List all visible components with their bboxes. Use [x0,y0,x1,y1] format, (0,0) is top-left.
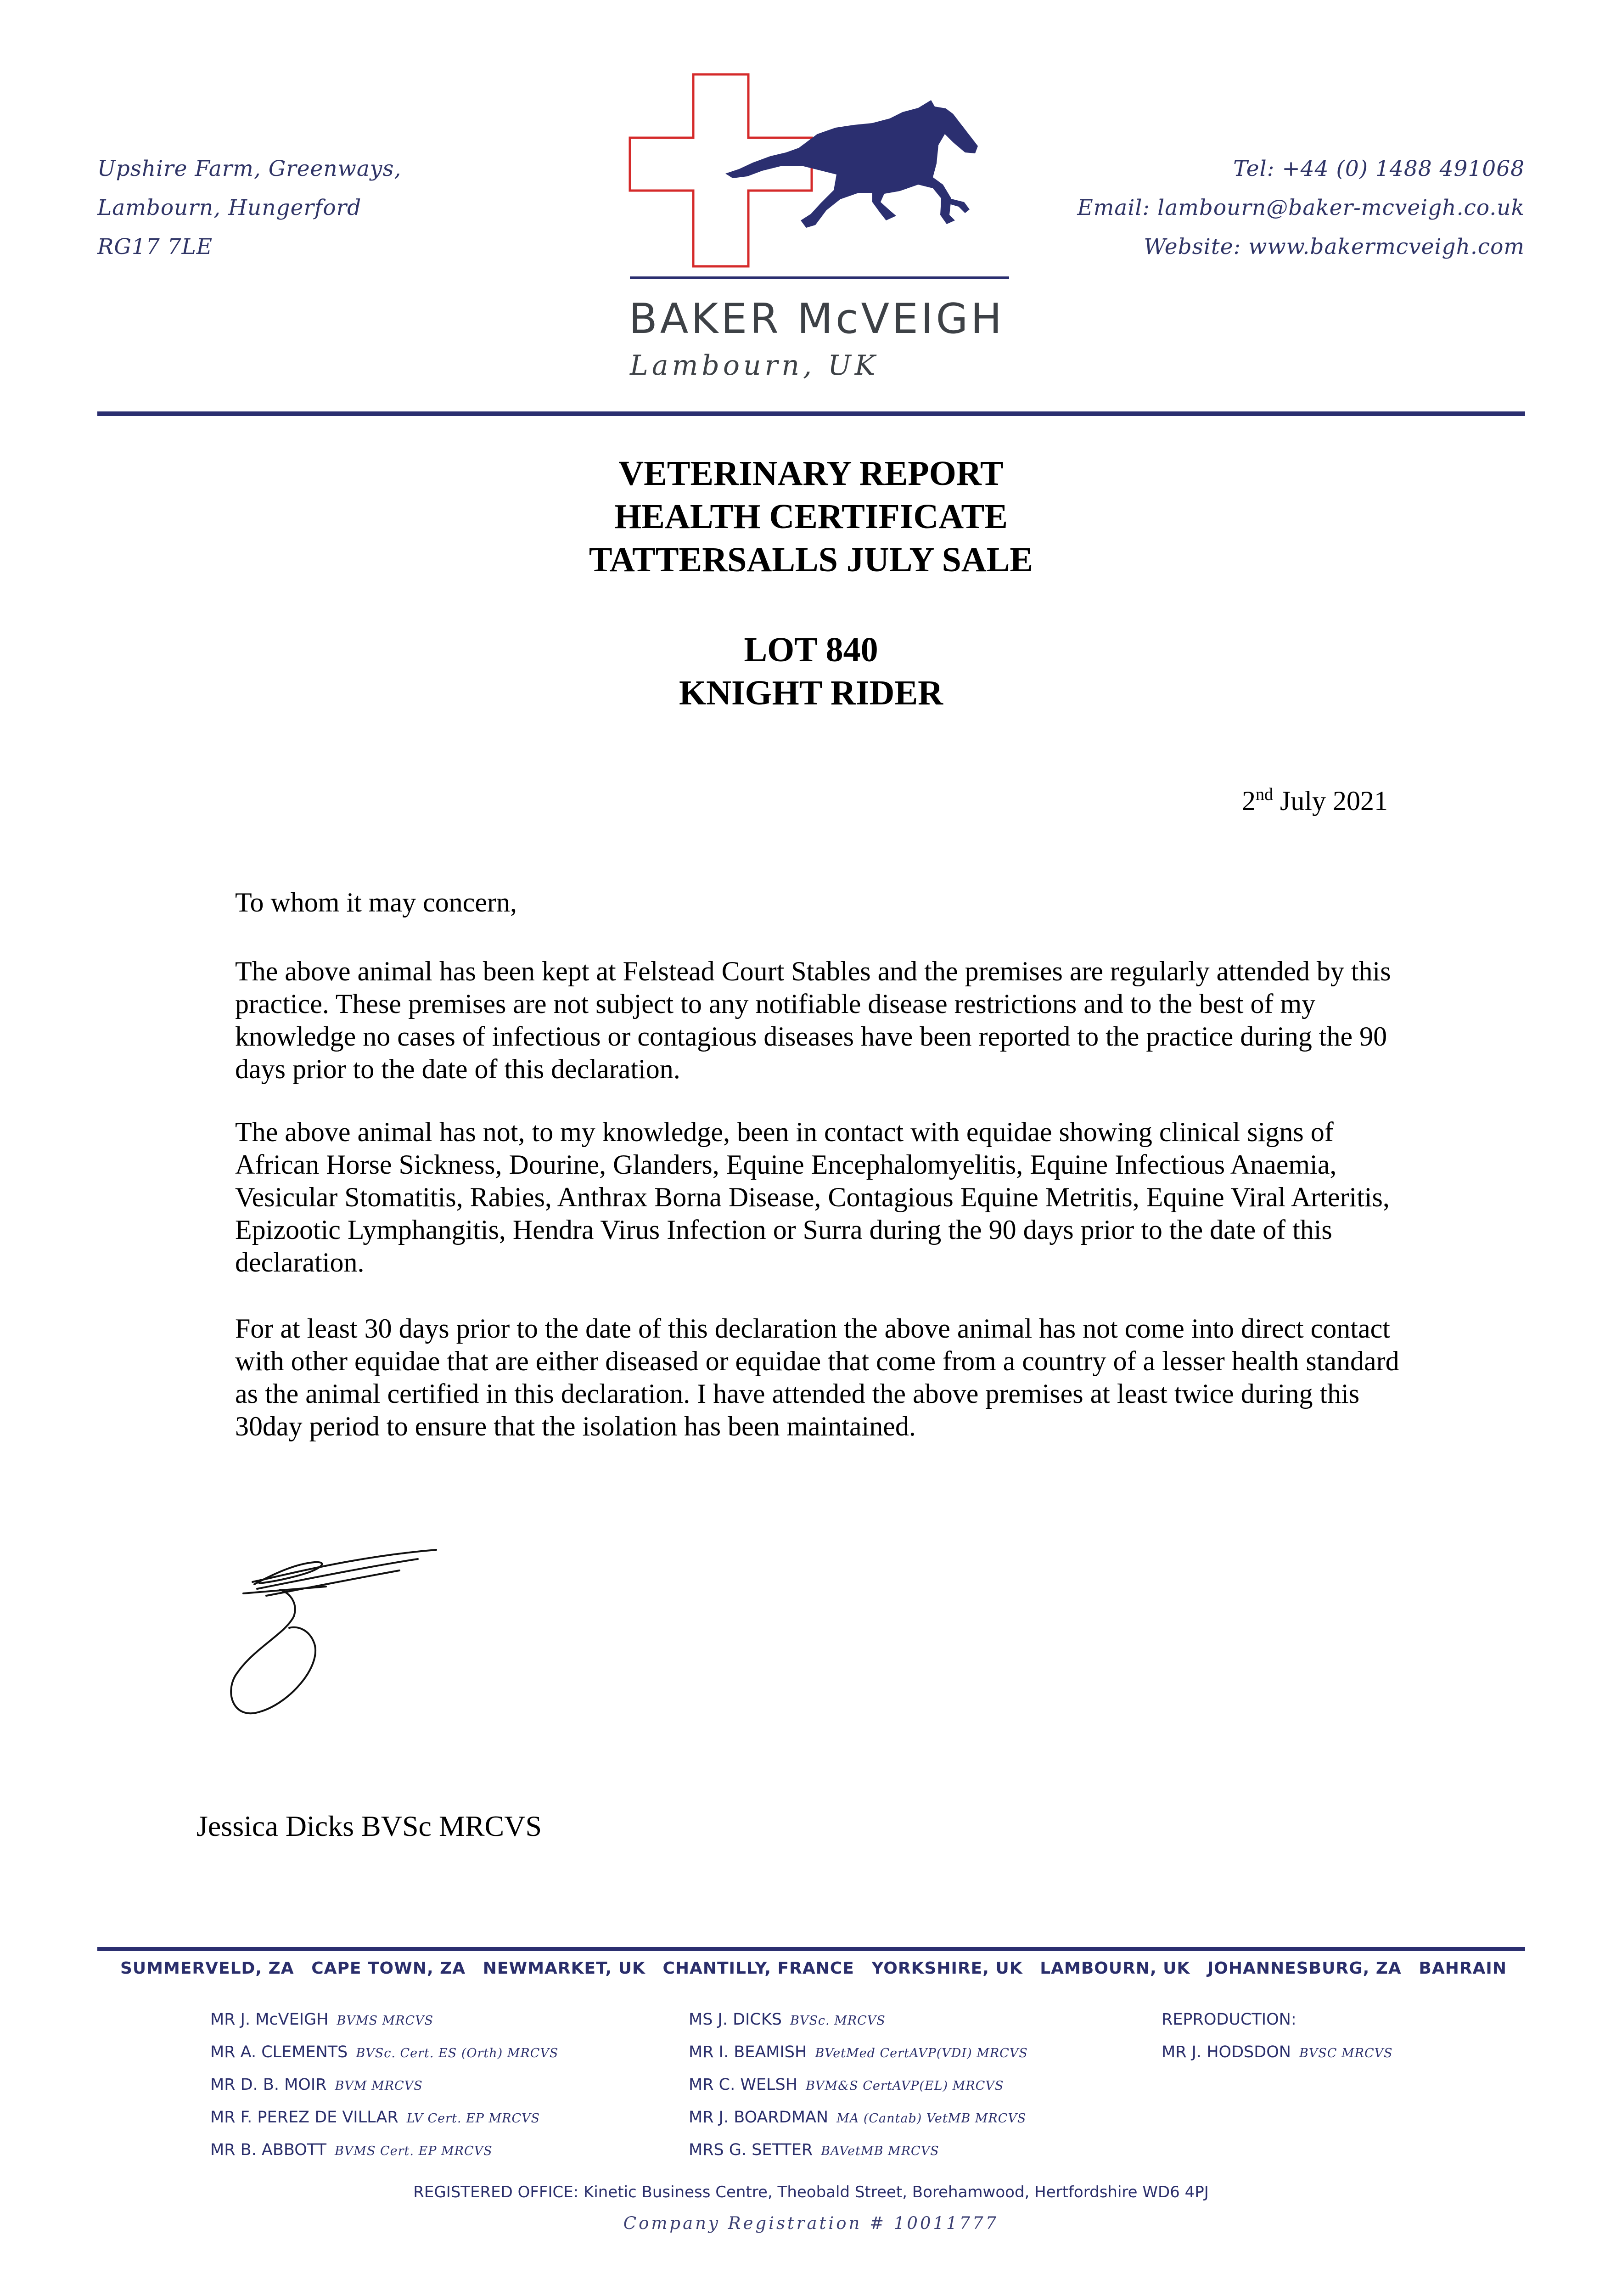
staff-name: MR J. HODSDON [1162,2043,1291,2061]
staff-list [689,2010,1028,2173]
letter-date [1242,785,1388,817]
staff-name: MS J. DICKS [689,2010,782,2029]
staff-qualification: BVM MRCVS [335,2079,423,2093]
date-month-year: July 2021 [1273,786,1388,816]
telephone: Tel: +44 (0) 1488 491068 [1233,156,1525,181]
staff-name: MR C. WELSH [689,2076,798,2094]
email: Email: lambourn@baker-mcveigh.co.uk [1077,195,1525,220]
body-paragraph: The above animal has been kept at Felstead Court Stables and the premises are regularly attended by this practice. These premises are not subject to any notifiable disease restrictions and to the best of my knowledge no cases of infectious or contagious diseases have been reported to the practice during the 90 days prior to the date of this declaration. [235,956,1391,1084]
office-item: BAHRAIN [1419,1959,1507,1978]
staff-qualification: MA (Cantab) VetMB MRCVS [836,2111,1027,2126]
address-line: RG17 7LE [97,234,213,259]
office-item: CHANTILLY, FRANCE [662,1959,854,1978]
logo-rule [630,276,1009,279]
salutation: To whom it may concern, [235,887,517,917]
registered-office: REGISTERED OFFICE: Kinetic Business Centre, Theobald Street, Borehamwood, Hertfordshire WD6 4PJ [413,2183,1209,2201]
lot-details [0,628,1622,715]
staff-name: MR I. BEAMISH [689,2043,807,2061]
address-line: Upshire Farm, Greenways, [97,156,402,181]
staff-name: MR B. ABBOTT [210,2141,326,2159]
staff-qualification: BVSC MRCVS [1299,2046,1393,2060]
reproduction-heading: REPRODUCTION: [1162,2010,1296,2029]
staff-row [689,2108,1028,2141]
staff-name: MR A. CLEMENTS [210,2043,348,2061]
staff-qualification: BVMS MRCVS [337,2014,434,2028]
staff-name: MR J. BOARDMAN [689,2108,829,2127]
date-suffix: nd [1255,785,1273,804]
reproduction-staff [1162,2010,1393,2076]
title-line: TATTERSALLS JULY SALE [589,540,1033,579]
staff-qualification: BVM&S CertAVP(EL) MRCVS [806,2079,1004,2093]
staff-row [689,2141,1028,2173]
staff-name: MR J. McVEIGH [210,2010,329,2029]
office-item: JOHANNESBURG, ZA [1207,1959,1402,1978]
office-item: LAMBOURN, UK [1040,1959,1190,1978]
staff-name: MRS G. SETTER [689,2141,813,2159]
lot-number: LOT 840 [744,630,878,669]
title-line: VETERINARY REPORT [618,454,1004,493]
office-item: YORKSHIRE, UK [871,1959,1023,1978]
staff-row [210,2043,558,2076]
signatory-name: Jessica Dicks BVSc MRCVS [196,1810,542,1842]
staff-qualification: BVetMed CertAVP(VDI) MRCVS [815,2046,1028,2060]
brand-name: BAKER McVEIGH [629,295,1005,343]
staff-row [210,2141,558,2173]
staff-name: MR D. B. MOIR [210,2076,327,2094]
date-day: 2 [1241,786,1256,816]
title-line: HEALTH CERTIFICATE [614,497,1008,536]
galloping-horse-icon [725,100,978,228]
staff-row [210,2010,558,2043]
office-locations [120,1959,1507,1978]
horse-name: KNIGHT RIDER [679,674,943,712]
address-line: Lambourn, Hungerford [97,195,362,220]
brand-location: Lambourn, UK [630,349,879,382]
staff-row [689,2043,1028,2076]
staff-name: MR F. PEREZ DE VILLAR [210,2108,398,2127]
staff-qualification: BVMS Cert. EP MRCVS [334,2144,493,2158]
baker-mcveigh-logo [624,64,1015,395]
body-paragraph: For at least 30 days prior to the date of this declaration the above animal has not come into direct contact with other equidae that are either diseased or equidae that come from a country of a lesser health standard as the animal certified in this declaration. I have attended the above premises at least twice during this 30day period to ensure that the isolation has been maintained. [235,1313,1399,1441]
practice-address [97,149,401,266]
company-registration: Company Registration # 10011777 [623,2213,999,2233]
red-cross-icon [630,74,812,266]
handwritten-signature [216,1538,455,1731]
office-item: NEWMARKET, UK [483,1959,645,1978]
staff-row [1162,2043,1393,2076]
staff-row [210,2108,558,2141]
office-item: SUMMERVELD, ZA [120,1959,294,1978]
staff-qualification: BAVetMB MRCVS [821,2144,939,2158]
office-item: CAPE TOWN, ZA [311,1959,466,1978]
header-divider [97,411,1525,416]
staff-qualification: BVSc. MRCVS [790,2014,886,2028]
staff-row [210,2076,558,2108]
staff-qualification: BVSc. Cert. ES (Orth) MRCVS [356,2046,559,2060]
staff-row [689,2076,1028,2108]
staff-qualification: LV Cert. EP MRCVS [406,2111,540,2126]
document-title [0,452,1622,581]
staff-row [689,2010,1028,2043]
body-paragraph: The above animal has not, to my knowledge, been in contact with equidae showing clinical signs of African Horse Sickness, Dourine, Glanders, Equine Encephalomyelitis, Equine Infectious Anaemia, Vesicular Stomatitis, Rabies, Anthrax Borna Disease, Contagious Equine Metritis, Equine Viral Arteritis, Epizootic Lymphangitis, Hendra Virus Infection or Surra during the 90 days prior to the date of this declaration. [235,1117,1390,1277]
footer-divider [97,1947,1525,1951]
staff-list [210,2010,558,2173]
practice-contact [1077,149,1525,266]
website: Website: www.bakermcveigh.com [1144,234,1525,259]
